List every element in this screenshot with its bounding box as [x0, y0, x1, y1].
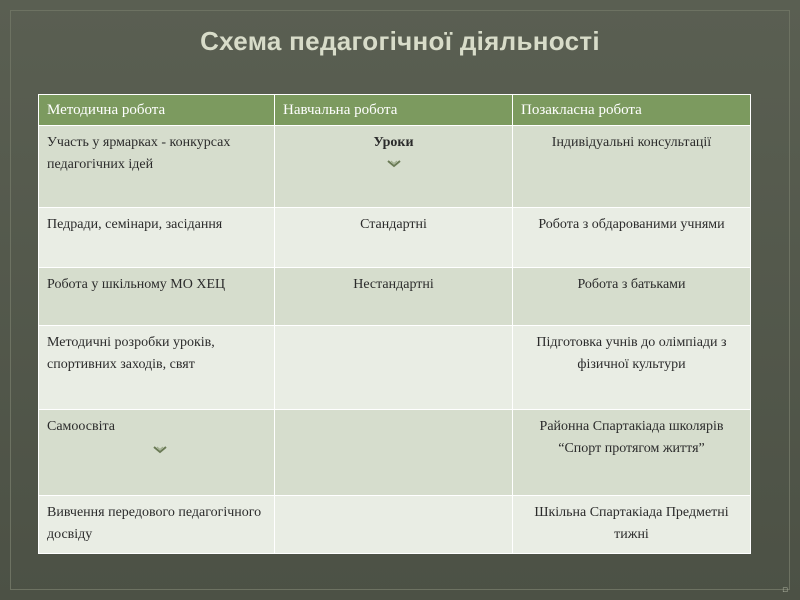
table-row [39, 268, 751, 326]
table-cell [39, 326, 275, 410]
column-header-teaching: Навчальна робота [275, 95, 513, 126]
cell-text: Шкільна Спартакіада Предметні тижні [534, 505, 729, 542]
table-row [39, 326, 751, 410]
cell-text: Робота з батьками [577, 277, 686, 292]
slide-corner-icon: ▫ [782, 585, 789, 595]
cell-text: Методичні розробки уроків, спортивних заходів, свят [47, 335, 215, 372]
table-row [39, 410, 751, 496]
table-cell [513, 208, 751, 268]
table-cell [39, 208, 275, 268]
cell-text: Робота у шкільному МО ХЕЦ [47, 277, 226, 292]
table-cell [275, 208, 513, 268]
cell-text: Районна Спартакіада школярів “Спорт протягом життя” [539, 419, 724, 456]
column-header-extracurricular: Позакласна робота [513, 95, 751, 126]
cell-text: Уроки [373, 135, 414, 150]
cell-text: Вивчення передового педагогічного досвіду [47, 505, 262, 542]
cell-text: Педради, семінари, засідання [47, 217, 223, 232]
cell-text: Нестандартні [353, 277, 434, 292]
down-arrow-icon [387, 160, 401, 168]
table-cell [275, 126, 513, 208]
table-cell [39, 268, 275, 326]
table-header-row [39, 95, 751, 126]
cell-text: Підготовка учнів до олімпіади з фізичної культури [536, 335, 727, 372]
cell-text: Індивідуальні консультації [551, 135, 712, 150]
table-cell [275, 268, 513, 326]
activity-table [38, 94, 751, 554]
table-cell [275, 410, 513, 496]
cell-text: Самоосвіта [47, 419, 115, 434]
table-cell [513, 410, 751, 496]
table-cell [513, 126, 751, 208]
table-cell [39, 496, 275, 554]
cell-text: Участь у ярмарках - конкурсах педагогічних ідей [47, 135, 231, 172]
table-row [39, 496, 751, 554]
column-header-methodical: Методична робота [39, 95, 275, 126]
cell-text: Стандартні [360, 217, 427, 232]
down-arrow-icon [153, 446, 167, 454]
table-row [39, 208, 751, 268]
table-cell [513, 326, 751, 410]
table-row [39, 126, 751, 208]
table-cell [513, 268, 751, 326]
table-cell [39, 410, 275, 496]
table-cell [275, 496, 513, 554]
table-cell [513, 496, 751, 554]
cell-text: Робота з обдарованими учнями [538, 217, 725, 232]
table-cell [39, 126, 275, 208]
page-title: Схема педагогічної діяльності [200, 26, 600, 56]
table-cell [275, 326, 513, 410]
